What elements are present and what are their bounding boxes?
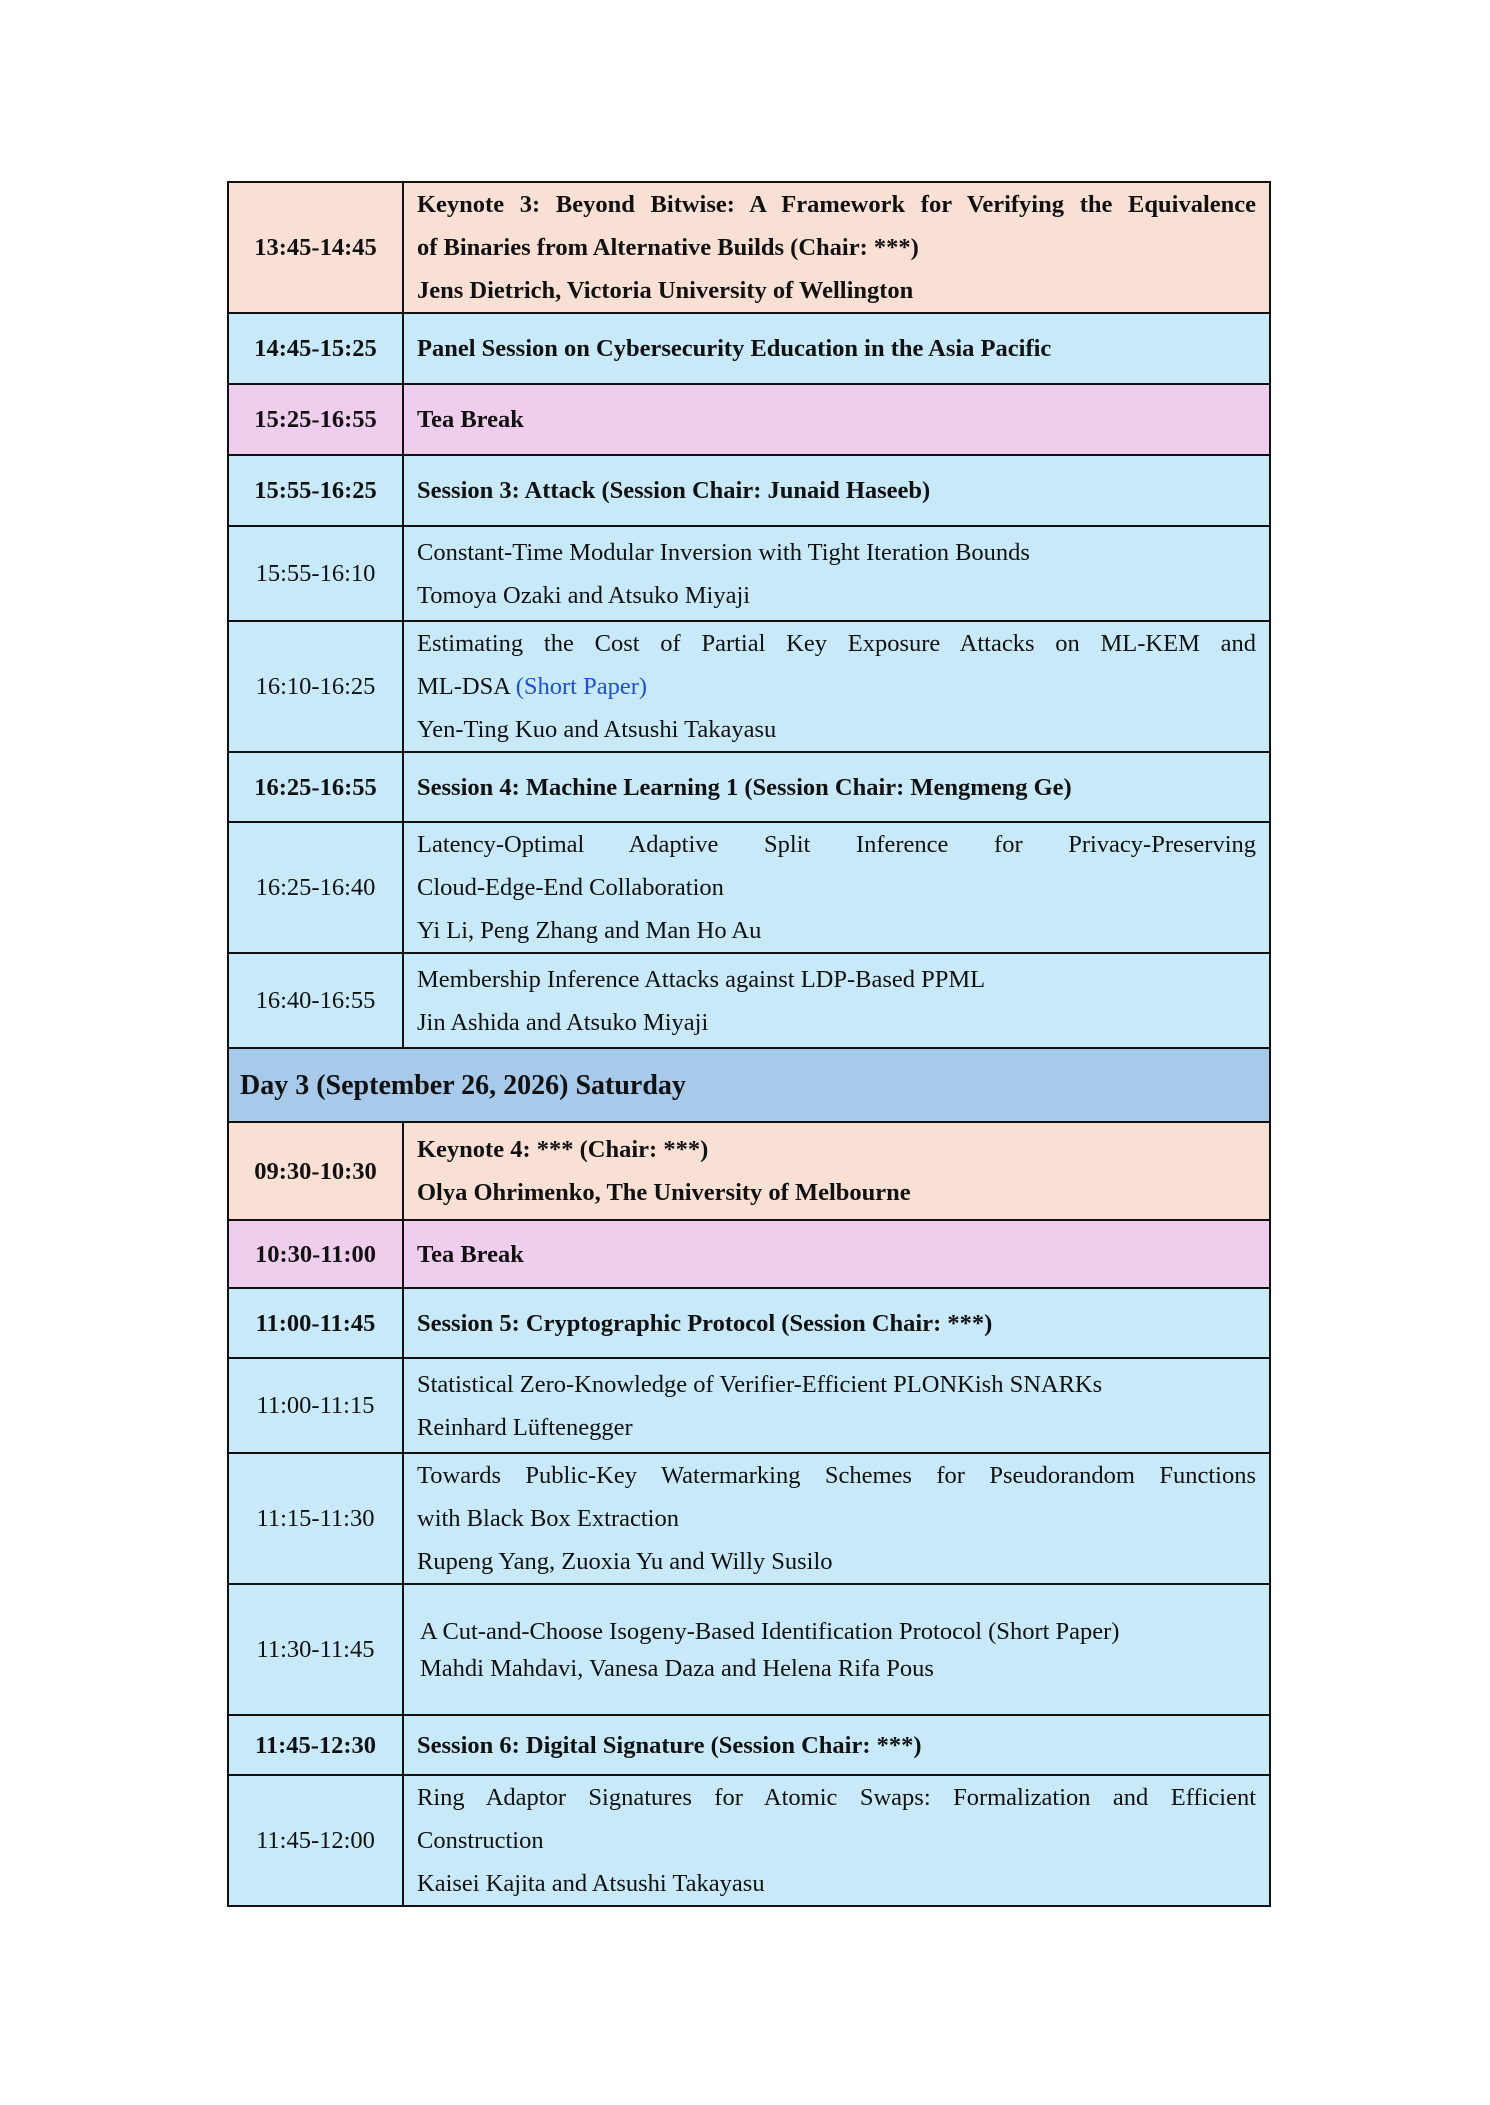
- time-cell: 11:00-11:45: [228, 1288, 403, 1358]
- paper-title: Towards Public-Key Watermarking Schemes for Pseudorandom Functions: [417, 1462, 1256, 1489]
- content-cell: [403, 953, 1270, 1048]
- paper-authors: Kaisei Kajita and Atsushi Takayasu: [417, 1870, 765, 1897]
- content-cell: [403, 822, 1270, 953]
- time-cell: 10:30-11:00: [228, 1220, 403, 1288]
- session-title: Session 3: Attack (Session Chair: Junaid Haseeb): [403, 455, 1270, 526]
- time-cell: 15:55-16:10: [228, 526, 403, 621]
- session-row: [228, 1288, 1270, 1358]
- schedule-table: [227, 181, 1271, 1907]
- keynote-title: Keynote 4: *** (Chair: ***): [417, 1136, 709, 1163]
- paper-authors: Tomoya Ozaki and Atsuko Miyaji: [417, 581, 751, 609]
- paper-title: A Cut-and-Choose Isogeny-Based Identification Protocol (Short Paper): [420, 1617, 1120, 1645]
- content-cell: [403, 526, 1270, 621]
- paper-title-end: Cloud-Edge-End Collaboration: [417, 874, 724, 901]
- time-cell: 11:00-11:15: [228, 1358, 403, 1453]
- time-cell: 16:25-16:55: [228, 752, 403, 822]
- paper-title: Membership Inference Attacks against LDP-Based PPML: [417, 965, 986, 993]
- content-cell: [403, 1453, 1270, 1584]
- keynote-title: of Binaries from Alternative Builds (Chair: ***): [417, 234, 919, 261]
- break-row: [228, 1220, 1270, 1288]
- paper-authors: Mahdi Mahdavi, Vanesa Daza and Helena Rifa Pous: [420, 1654, 934, 1682]
- session-title: Panel Session on Cybersecurity Education in the Asia Pacific: [403, 313, 1270, 384]
- time-cell: 13:45-14:45: [228, 182, 403, 313]
- session-row: [228, 752, 1270, 822]
- paper-title: Statistical Zero-Knowledge of Verifier-Efficient PLONKish SNARKs: [417, 1370, 1103, 1398]
- content-cell: [403, 621, 1270, 752]
- paper-title: Constant-Time Modular Inversion with Tight Iteration Bounds: [417, 538, 1030, 566]
- paper-row: [228, 526, 1270, 621]
- paper-row: [228, 1453, 1270, 1584]
- content-cell: [403, 182, 1270, 313]
- paper-authors: Reinhard Lüftenegger: [417, 1413, 633, 1441]
- paper-row: [228, 1358, 1270, 1453]
- keynote-title: Keynote 3: Beyond Bitwise: A Framework for Verifying the Equivalence: [417, 191, 1256, 218]
- keynote-speaker: Jens Dietrich, Victoria University of Wellington: [417, 277, 914, 304]
- time-cell: 11:45-12:30: [228, 1715, 403, 1775]
- time-cell: 16:40-16:55: [228, 953, 403, 1048]
- time-cell: 15:55-16:25: [228, 455, 403, 526]
- time-cell: 09:30-10:30: [228, 1122, 403, 1220]
- time-cell: 16:10-16:25: [228, 621, 403, 752]
- session-title: Session 4: Machine Learning 1 (Session Chair: Mengmeng Ge): [403, 752, 1270, 822]
- break-row: [228, 384, 1270, 455]
- keynote-row: [228, 1122, 1270, 1220]
- time-cell: 11:15-11:30: [228, 1453, 403, 1584]
- time-cell: 14:45-15:25: [228, 313, 403, 384]
- content-cell: [403, 1122, 1270, 1220]
- time-cell: 11:30-11:45: [228, 1584, 403, 1715]
- paper-title: Ring Adaptor Signatures for Atomic Swaps: Formalization and Efficient: [417, 1784, 1256, 1811]
- content-cell: [403, 1775, 1270, 1906]
- paper-title-end: ML-DSA: [417, 673, 510, 700]
- paper-title-end: with Black Box Extraction: [417, 1505, 679, 1532]
- session-title: Session 6: Digital Signature (Session Chair: ***): [403, 1715, 1270, 1775]
- break-title: Tea Break: [403, 1220, 1270, 1288]
- paper-authors: Yi Li, Peng Zhang and Man Ho Au: [417, 917, 762, 944]
- paper-title: Latency-Optimal Adaptive Split Inference for Privacy-Preserving: [417, 831, 1256, 858]
- paper-authors: Jin Ashida and Atsuko Miyaji: [417, 1008, 709, 1036]
- time-cell: 11:45-12:00: [228, 1775, 403, 1906]
- session-row: [228, 455, 1270, 526]
- paper-row: [228, 822, 1270, 953]
- paper-title-cont: [417, 665, 1256, 708]
- paper-title-end: Construction: [417, 1827, 544, 1854]
- session-row: [228, 1715, 1270, 1775]
- paper-row: [228, 1775, 1270, 1906]
- paper-row: [228, 621, 1270, 752]
- keynote-speaker: Olya Ohrimenko, The University of Melbourne: [417, 1179, 911, 1206]
- keynote-row: [228, 182, 1270, 313]
- content-cell: [403, 1584, 1270, 1715]
- day-title: Day 3 (September 26, 2026) Saturday: [228, 1048, 1270, 1122]
- time-cell: 15:25-16:55: [228, 384, 403, 455]
- paper-title: Estimating the Cost of Partial Key Exposure Attacks on ML-KEM and: [417, 630, 1256, 657]
- day-header-row: [228, 1048, 1270, 1122]
- paper-row: [228, 953, 1270, 1048]
- break-title: Tea Break: [403, 384, 1270, 455]
- time-cell: 16:25-16:40: [228, 822, 403, 953]
- paper-authors: Yen-Ting Kuo and Atsushi Takayasu: [417, 716, 777, 743]
- short-paper-note: (Short Paper): [515, 673, 648, 700]
- paper-authors: Rupeng Yang, Zuoxia Yu and Willy Susilo: [417, 1548, 833, 1575]
- paper-row: [228, 1584, 1270, 1715]
- session-title: Session 5: Cryptographic Protocol (Session Chair: ***): [403, 1288, 1270, 1358]
- content-cell: [403, 1358, 1270, 1453]
- session-row: [228, 313, 1270, 384]
